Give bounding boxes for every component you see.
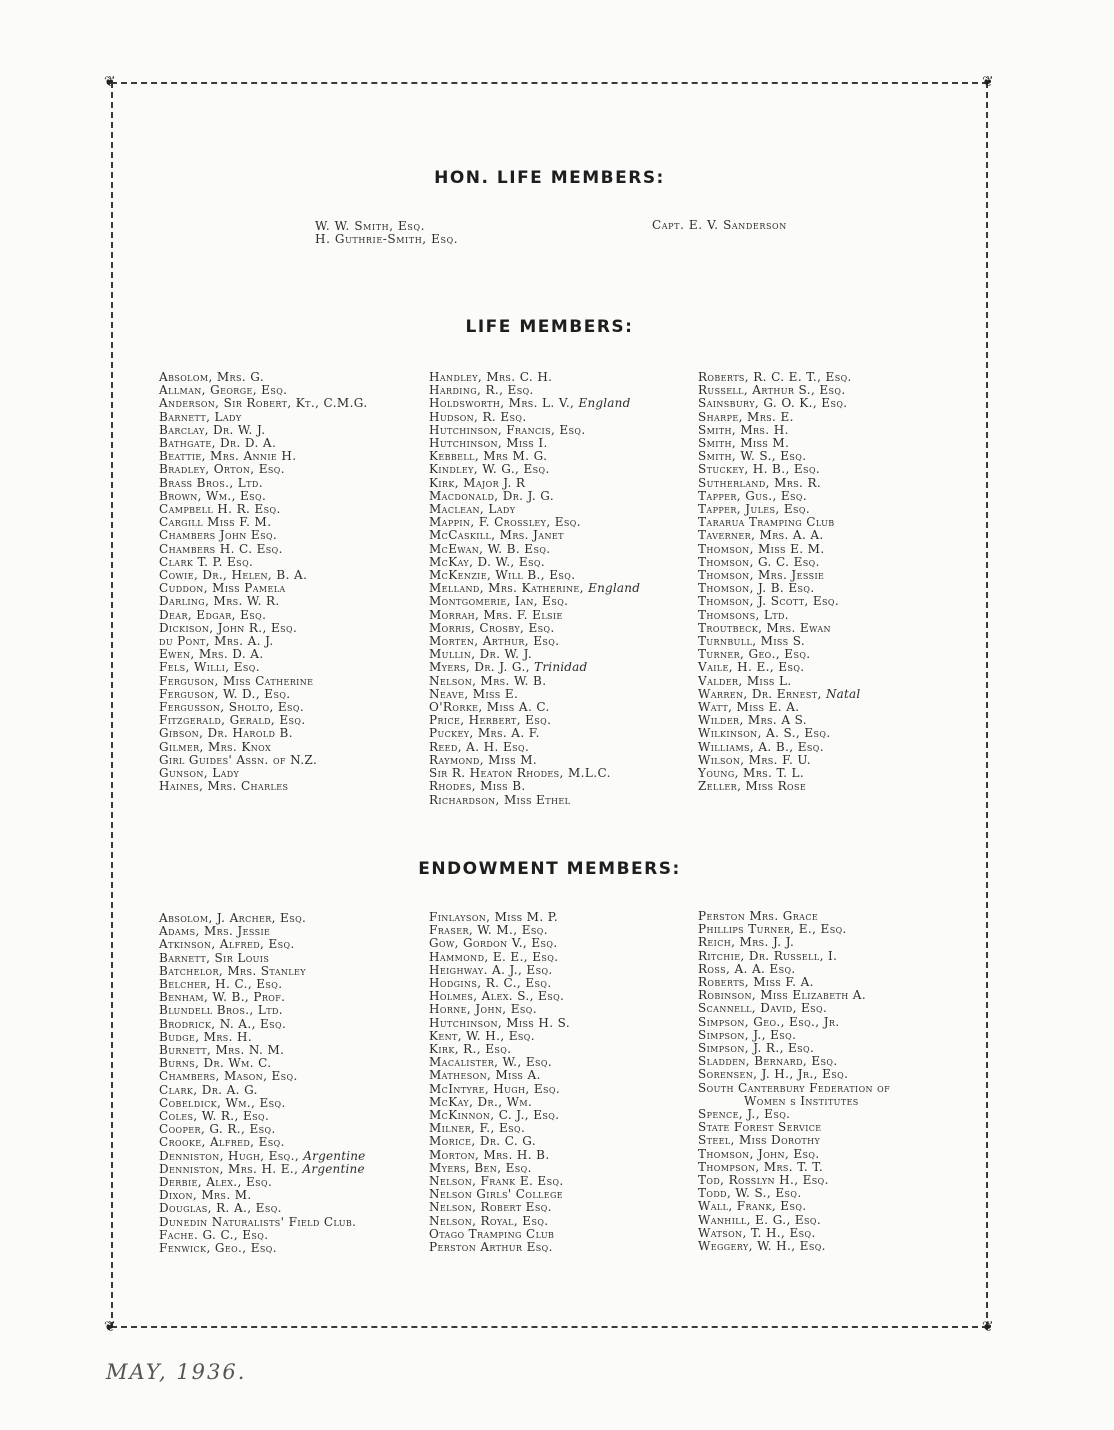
member-name: Milner, F., Esq. (429, 1121, 526, 1136)
member-name: Absolom, Mrs. G. (159, 370, 265, 384)
member-name: Hutchinson, Francis, Esq. (429, 422, 586, 437)
member-name: Morice, Dr. C. G. (429, 1134, 537, 1149)
member-name: Beattie, Mrs. Annie H. (159, 449, 297, 464)
member-name: Kirk, R., Esq. (429, 1042, 512, 1057)
member-name: Chambers John Esq. (159, 528, 278, 543)
member-name: Wilkinson, A. S., Esq. (698, 726, 831, 741)
member-name: Simpson, Geo., Esq., Jr. (698, 1014, 840, 1029)
endowment-members-column-2 (429, 911, 570, 1254)
member-name: Young, Mrs. T. L. (698, 766, 805, 781)
member-name: Spence, J., Esq. (698, 1107, 791, 1122)
member-name: Barclay, Dr. W. J. (159, 422, 266, 437)
member-name: Phillips Turner, E., Esq. (698, 922, 847, 937)
member-name: Macdonald, Dr. J. G. (429, 488, 555, 503)
member-name: State Forest Service (698, 1120, 822, 1135)
member-name: Denniston, Hugh, Esq., (159, 1148, 300, 1163)
member-name: Finlayson, Miss M. P. (429, 910, 559, 924)
member-name: Robinson, Miss Elizabeth A. (698, 988, 867, 1003)
member-name: Hutchinson, Miss H. S. (429, 1015, 571, 1030)
member-name: Tararua Tramping Club (698, 515, 835, 530)
member-entry (159, 780, 368, 793)
member-name: Crooke, Alfred, Esq. (159, 1135, 285, 1150)
member-name: Thompson, Mrs. T. T. (698, 1159, 824, 1174)
ornament-corner-icon: ❦ (982, 1319, 994, 1335)
member-name: McKay, Dr., Wm. (429, 1094, 533, 1109)
ornament-corner-icon: ❦ (982, 74, 994, 90)
member-name: Warren, Dr. Ernest, (698, 686, 822, 701)
member-name: Fels, Willi, Esq. (159, 660, 260, 675)
member-name: Sorensen, J. H., Jr., Esq. (698, 1067, 849, 1082)
member-name: Rhodes, Miss B. (429, 779, 526, 794)
member-name: Simpson, J., Esq. (698, 1027, 797, 1042)
member-name: Nelson, Robert Esq. (429, 1200, 552, 1215)
hon-member: Capt. E. V. Sanderson (652, 218, 787, 232)
member-name: Valder, Miss L. (698, 673, 792, 688)
member-name: Nelson, Frank E. Esq. (429, 1174, 564, 1189)
member-entry (429, 1241, 570, 1254)
member-name: Adams, Mrs. Jessie (159, 924, 271, 939)
member-name: Ross, A. A. Esq. (698, 961, 796, 976)
member-name: Matheson, Miss A. (429, 1068, 541, 1083)
member-name: Douglas, R. A., Esq. (159, 1201, 282, 1216)
ornament-corner-icon: ❦ (104, 1319, 116, 1335)
member-name: Sladden, Bernard, Esq. (698, 1054, 838, 1069)
member-name: Ritchie, Dr. Russell, I. (698, 948, 838, 963)
member-name: Price, Herbert, Esq. (429, 713, 552, 728)
member-location: Natal (825, 686, 861, 701)
member-name: Budge, Mrs. H. (159, 1029, 253, 1044)
member-name: Morten, Arthur, Esq. (429, 634, 560, 649)
member-name: Girl Guides' Assn. of N.Z. (159, 752, 318, 767)
member-name: Myers, Dr. J. G., (429, 660, 530, 675)
member-name: South Canterbury Federation of (698, 1080, 891, 1095)
member-entry (429, 794, 640, 807)
member-name: Vaile, H. E., Esq. (698, 660, 805, 675)
member-name: Gunson, Lady (159, 766, 240, 781)
member-name: Fenwick, Geo., Esq. (159, 1241, 277, 1256)
member-name: Mullin, Dr. W. J. (429, 647, 533, 662)
member-name: Dickison, John R., Esq. (159, 620, 298, 635)
member-name: Coles, W. R., Esq. (159, 1109, 270, 1124)
member-location: Argentine (302, 1161, 365, 1176)
member-name: Watson, T. H., Esq. (698, 1225, 816, 1240)
member-name: Ferguson, Miss Catherine (159, 673, 314, 688)
member-name: Kindley, W. G., Esq. (429, 462, 550, 477)
member-name: Kebbell, Mrs M. G. (429, 449, 548, 464)
member-name: Wilson, Mrs. F. U. (698, 752, 812, 767)
member-name: Morton, Mrs. H. B. (429, 1147, 550, 1162)
ornament-corner-icon: ❦ (104, 74, 116, 90)
member-name: Macalister, W., Esq. (429, 1055, 553, 1070)
member-name: Melland, Mrs. Katherine, (429, 581, 584, 596)
member-name: Denniston, Mrs. H. E., (159, 1161, 299, 1176)
member-name: Kent, W. H., Esq. (429, 1028, 535, 1043)
member-name: Sainsbury, G. O. K., Esq. (698, 396, 848, 411)
member-name: Tapper, Gus., Esq. (698, 488, 808, 503)
member-name: Wall, Frank, Esq. (698, 1199, 807, 1214)
member-name: Cowie, Dr., Helen, B. A. (159, 568, 308, 583)
member-name: Anderson, Sir Robert, Kt., C.M.G. (159, 396, 368, 411)
member-name: Harding, R., Esq. (429, 383, 534, 398)
member-name: Simpson, J. R., Esq. (698, 1041, 815, 1056)
member-name: Tod, Rosslyn H., Esq. (698, 1173, 829, 1188)
member-name: Thomson, J. B. Esq. (698, 581, 815, 596)
member-name: Nelson, Royal, Esq. (429, 1213, 549, 1228)
member-name: Holdsworth, Mrs. L. V., (429, 396, 575, 411)
member-name: Turner, Geo., Esq. (698, 647, 811, 662)
member-name: Burnett, Mrs. N. M. (159, 1043, 285, 1058)
member-name: Nelson Girls' College (429, 1187, 564, 1202)
member-name: Hutchinson, Miss I. (429, 436, 548, 451)
member-name: Dunedin Naturalists' Field Club. (159, 1214, 357, 1229)
member-name: Darling, Mrs. W. R. (159, 594, 280, 609)
member-name: Ewen, Mrs. D. A. (159, 647, 264, 662)
member-name: Thomson, G. C. Esq. (698, 554, 820, 569)
member-location: Trinidad (534, 660, 588, 675)
member-name: Clark T. P. Esq. (159, 554, 254, 569)
member-name: Tapper, Jules, Esq. (698, 502, 811, 517)
member-name: Batchelor, Mrs. Stanley (159, 963, 306, 978)
member-name: Heighway. A. J., Esq. (429, 962, 553, 977)
member-location: Argentine (303, 1148, 366, 1163)
member-name: Gow, Gordon V., Esq. (429, 936, 558, 951)
member-name: Bradley, Orton, Esq. (159, 462, 285, 477)
member-name: Thomson, Miss E. M. (698, 541, 825, 556)
member-name: Mappin, F. Crossley, Esq. (429, 515, 581, 530)
member-name: Sutherland, Mrs. R. (698, 475, 822, 490)
publication-date: MAY, 1936. (106, 1360, 247, 1384)
member-name: McIntyre, Hugh, Esq. (429, 1081, 561, 1096)
member-name: Fraser, W. M., Esq. (429, 923, 548, 938)
member-name: Haines, Mrs. Charles (159, 779, 289, 794)
member-name: Wanhill, E. G., Esq. (698, 1212, 822, 1227)
life-members-heading: LIFE MEMBERS: (465, 317, 634, 337)
member-name: Raymond, Miss M. (429, 752, 538, 767)
member-name: Otago Tramping Club (429, 1226, 555, 1241)
member-name: Horne, John, Esq. (429, 1002, 537, 1017)
endowment-members-column-1 (159, 912, 366, 1255)
member-name: Williams, A. B., Esq. (698, 739, 824, 754)
member-entry (698, 780, 860, 793)
member-name: Atkinson, Alfred, Esq. (159, 937, 295, 952)
member-name: Perston Arthur Esq. (429, 1240, 553, 1255)
member-name: Brodrick, N. A., Esq. (159, 1016, 287, 1031)
life-members-column-1 (159, 371, 368, 794)
member-name: Absolom, J. Archer, Esq. (159, 911, 307, 925)
member-name: Benham, W. B., Prof. (159, 990, 286, 1005)
member-name: Thomson, John, Esq. (698, 1146, 820, 1161)
member-name: Morrah, Mrs. F. Elsie (429, 607, 563, 622)
member-location: England (588, 581, 641, 596)
member-name: Todd, W. S., Esq. (698, 1186, 802, 1201)
member-name: Blundell Bros., Ltd. (159, 1003, 283, 1018)
endowment-members-column-3 (698, 910, 890, 1253)
member-name: Perston Mrs. Grace (698, 909, 819, 923)
hon-member: H. Guthrie-Smith, Esq. (315, 232, 459, 246)
hon-life-members-heading: HON. LIFE MEMBERS: (434, 168, 665, 188)
member-name: Turnbull, Miss S. (698, 634, 806, 649)
member-name: Cobeldick, Wm., Esq. (159, 1095, 286, 1110)
member-name: Burns, Dr. Wm. C. (159, 1056, 272, 1071)
member-name: Thomson, Mrs. Jessie (698, 568, 825, 583)
member-name: Fergusson, Sholto, Esq. (159, 700, 305, 715)
member-name: Roberts, R. C. E. T., Esq. (698, 370, 852, 384)
member-name: Montgomerie, Ian, Esq. (429, 594, 569, 609)
member-name: Myers, Ben, Esq. (429, 1160, 532, 1175)
member-name: Scannell, David, Esq. (698, 1001, 828, 1016)
member-name: Cargill Miss F. M. (159, 515, 272, 530)
member-name: Kirk, Major J. R (429, 475, 526, 490)
member-name: Bathgate, Dr. D. A. (159, 436, 277, 451)
member-name: Women s Institutes (744, 1093, 859, 1108)
member-name: Puckey, Mrs. A. F. (429, 726, 540, 741)
member-name: Fache. G. C., Esq. (159, 1227, 269, 1242)
member-name: Chambers H. C. Esq. (159, 541, 283, 556)
member-entry (698, 1240, 890, 1253)
member-name: Cuddon, Miss Pamela (159, 581, 286, 596)
life-members-column-3 (698, 371, 860, 794)
member-entry (159, 1242, 366, 1255)
member-name: McCaskill, Mrs. Janet (429, 528, 564, 543)
life-members-column-2 (429, 371, 640, 807)
member-name: Hammond, E. E., Esq. (429, 949, 559, 964)
member-location: England (578, 396, 631, 411)
member-name: Allman, George, Esq. (159, 383, 288, 398)
member-name: Nelson, Mrs. W. B. (429, 673, 547, 688)
member-name: Gibson, Dr. Harold B. (159, 726, 293, 741)
member-name: Neave, Miss E. (429, 686, 519, 701)
member-name: Watt, Miss E. A. (698, 700, 800, 715)
member-name: Campbell H. R. Esq. (159, 502, 281, 517)
member-name: Russell, Arthur S., Esq. (698, 383, 846, 398)
member-name: O'Rorke, Miss A. C. (429, 700, 550, 715)
member-name: Thomsons, Ltd. (698, 607, 790, 622)
member-name: Wilder, Mrs. A S. (698, 713, 808, 728)
member-name: Sharpe, Mrs. E. (698, 409, 794, 424)
member-name: Reich, Mrs. J. J. (698, 935, 795, 950)
member-name: Reed, A. H. Esq. (429, 739, 530, 754)
member-name: Barnett, Sir Louis (159, 950, 270, 965)
member-name: du Pont, Mrs. A. J. (159, 634, 274, 649)
member-name: Barnett, Lady (159, 409, 242, 424)
member-name: Smith, Miss M. (698, 436, 790, 451)
member-name: Hodgins, R. C., Esq. (429, 976, 552, 991)
member-name: Hudson, R. Esq. (429, 409, 527, 424)
member-name: Handley, Mrs. C. H. (429, 370, 553, 384)
hon-member: W. W. Smith, Esq. (315, 219, 426, 233)
member-name: Steel, Miss Dorothy (698, 1133, 821, 1148)
endowment-members-heading: ENDOWMENT MEMBERS: (418, 859, 681, 879)
member-name: Belcher, H. C., Esq. (159, 977, 283, 992)
member-name: Derbie, Alex., Esq. (159, 1175, 273, 1190)
member-name: Smith, W. S., Esq. (698, 449, 807, 464)
member-name: McKinnon, C. J., Esq. (429, 1108, 560, 1123)
member-name: Brass Bros., Ltd. (159, 475, 263, 490)
member-name: McEwan, W. B. Esq. (429, 541, 551, 556)
member-name: Holmes, Alex. S., Esq. (429, 989, 565, 1004)
member-name: Cooper, G. R., Esq. (159, 1122, 276, 1137)
member-name: Stuckey, H. B., Esq. (698, 462, 821, 477)
member-name: Ferguson, W. D., Esq. (159, 686, 291, 701)
member-name: Taverner, Mrs. A. A. (698, 528, 824, 543)
member-name: McKay, D. W., Esq. (429, 554, 546, 569)
member-name: McKenzie, Will B., Esq. (429, 568, 576, 583)
member-name: Zeller, Miss Rose (698, 779, 807, 794)
member-name: Smith, Mrs. H. (698, 422, 789, 437)
member-name: Clark, Dr. A. G. (159, 1082, 258, 1097)
member-name: Weggery, W. H., Esq. (698, 1239, 826, 1254)
member-name: Maclean, Lady (429, 502, 516, 517)
member-name: Chambers, Mason, Esq. (159, 1069, 298, 1084)
member-name: Dixon, Mrs. M. (159, 1188, 252, 1203)
member-name: Thomson, J. Scott, Esq. (698, 594, 840, 609)
member-name: Brown, Wm., Esq. (159, 488, 267, 503)
member-name: Richardson, Miss Ethel (429, 792, 571, 807)
member-name: Dear, Edgar, Esq. (159, 607, 267, 622)
member-name: Gilmer, Mrs. Knox (159, 739, 272, 754)
member-name: Morris, Crosby, Esq. (429, 620, 555, 635)
member-name: Roberts, Miss F. A. (698, 975, 814, 990)
member-name: Troutbeck, Mrs. Ewan (698, 620, 831, 635)
member-name: Sir R. Heaton Rhodes, M.L.C. (429, 766, 611, 781)
member-name: Fitzgerald, Gerald, Esq. (159, 713, 306, 728)
